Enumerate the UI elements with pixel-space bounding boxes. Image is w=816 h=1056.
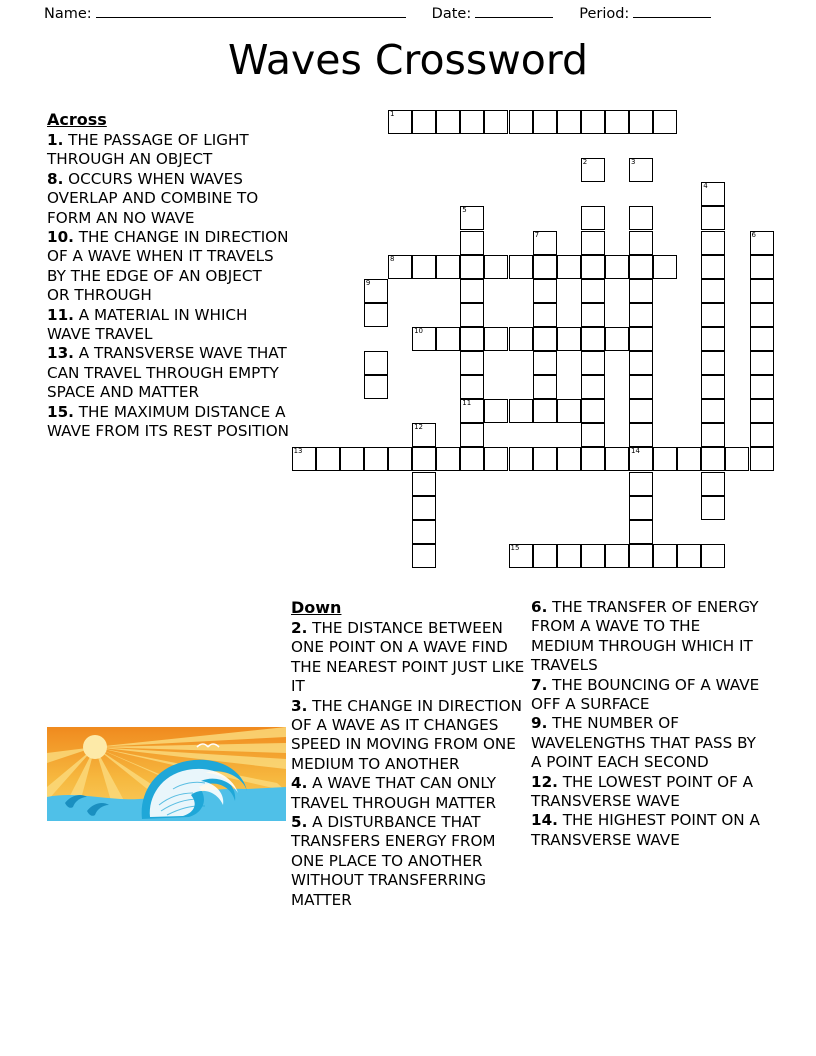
crossword-cell[interactable] bbox=[701, 423, 725, 447]
clue-number: 2. bbox=[291, 619, 308, 637]
crossword-cell[interactable] bbox=[750, 327, 774, 351]
crossword-cell[interactable] bbox=[436, 255, 460, 279]
clue-item bbox=[47, 306, 289, 345]
crossword-cell[interactable] bbox=[412, 496, 436, 520]
crossword-cell[interactable] bbox=[316, 447, 340, 471]
crossword-cell[interactable] bbox=[750, 375, 774, 399]
clue-number: 10. bbox=[47, 228, 74, 247]
down-clue-list-1 bbox=[291, 619, 526, 910]
crossword-cell[interactable] bbox=[701, 206, 725, 230]
crossword-cell[interactable] bbox=[605, 544, 629, 568]
crossword-cell[interactable] bbox=[701, 255, 725, 279]
across-clue-list bbox=[47, 131, 289, 442]
crossword-cell[interactable] bbox=[509, 327, 533, 351]
clue-text: THE DISTANCE BETWEEN ONE POINT ON A WAVE FIND THE NEAREST POINT JUST LIKE IT bbox=[291, 619, 525, 696]
crossword-cell[interactable] bbox=[388, 255, 412, 279]
crossword-cell[interactable] bbox=[460, 447, 484, 471]
clue-number: 4. bbox=[291, 774, 308, 793]
crossword-cell[interactable] bbox=[412, 472, 436, 496]
crossword-cell[interactable] bbox=[533, 255, 557, 279]
clue-item bbox=[47, 344, 289, 402]
crossword-cell[interactable] bbox=[701, 351, 725, 375]
crossword-cell[interactable] bbox=[750, 351, 774, 375]
ocean-wave-illustration bbox=[47, 727, 286, 821]
crossword-cell[interactable] bbox=[629, 327, 653, 351]
crossword-cell[interactable] bbox=[533, 375, 557, 399]
crossword-cell[interactable] bbox=[701, 472, 725, 496]
crossword-cell[interactable] bbox=[340, 447, 364, 471]
crossword-cell[interactable] bbox=[701, 544, 725, 568]
across-heading: Across bbox=[47, 110, 107, 129]
clue-item bbox=[47, 170, 289, 228]
crossword-cell[interactable] bbox=[533, 399, 557, 423]
clue-text: A MATERIAL IN WHICH WAVE TRAVEL bbox=[47, 305, 248, 344]
crossword-cell[interactable] bbox=[605, 327, 629, 351]
crossword-cell[interactable] bbox=[557, 327, 581, 351]
cell-number: 3 bbox=[631, 158, 636, 167]
student-info-header bbox=[44, 4, 772, 22]
crossword-cell[interactable] bbox=[605, 447, 629, 471]
crossword-cell[interactable] bbox=[653, 110, 677, 134]
crossword-cell[interactable] bbox=[581, 279, 605, 303]
crossword-cell[interactable] bbox=[701, 447, 725, 471]
crossword-cell[interactable] bbox=[629, 472, 653, 496]
crossword-cell[interactable] bbox=[533, 544, 557, 568]
crossword-cell[interactable] bbox=[412, 423, 436, 447]
crossword-cell[interactable] bbox=[484, 399, 508, 423]
cell-number: 5 bbox=[462, 206, 467, 215]
crossword-cell[interactable] bbox=[581, 399, 605, 423]
cell-number: 7 bbox=[534, 230, 540, 239]
crossword-cell[interactable] bbox=[412, 255, 436, 279]
clue-text: THE HIGHEST POINT ON A TRANSVERSE WAVE bbox=[531, 811, 760, 849]
cell-number: 11 bbox=[462, 399, 472, 408]
cell-number: 10 bbox=[414, 326, 424, 335]
cell-number: 4 bbox=[703, 182, 708, 191]
clue-text: THE PASSAGE OF LIGHT THROUGH AN OBJECT bbox=[47, 131, 249, 169]
crossword-cell[interactable] bbox=[750, 255, 774, 279]
clue-item bbox=[47, 228, 289, 306]
crossword-cell[interactable] bbox=[509, 255, 533, 279]
crossword-cell[interactable] bbox=[364, 279, 388, 303]
crossword-cell[interactable] bbox=[484, 255, 508, 279]
cell-number: 8 bbox=[390, 254, 395, 263]
crossword-cell[interactable] bbox=[701, 182, 725, 206]
crossword-cell[interactable] bbox=[412, 447, 436, 471]
clue-item bbox=[531, 676, 763, 715]
crossword-cell[interactable] bbox=[605, 255, 629, 279]
crossword-cell[interactable] bbox=[701, 231, 725, 255]
crossword-cell[interactable] bbox=[557, 255, 581, 279]
crossword-cell[interactable] bbox=[484, 447, 508, 471]
down-clues-column-1 bbox=[291, 598, 526, 910]
crossword-cell[interactable] bbox=[629, 351, 653, 375]
crossword-cell[interactable] bbox=[581, 158, 605, 182]
crossword-cell[interactable] bbox=[364, 447, 388, 471]
crossword-cell[interactable] bbox=[557, 447, 581, 471]
crossword-cell[interactable] bbox=[509, 110, 533, 134]
cell-number: 14 bbox=[631, 447, 640, 456]
crossword-cell[interactable] bbox=[750, 399, 774, 423]
crossword-cell[interactable] bbox=[750, 303, 774, 327]
crossword-cell[interactable] bbox=[581, 423, 605, 447]
crossword-cell[interactable] bbox=[533, 327, 557, 351]
crossword-cell[interactable] bbox=[436, 447, 460, 471]
crossword-cell[interactable] bbox=[533, 303, 557, 327]
clue-item bbox=[291, 619, 526, 697]
crossword-cell[interactable] bbox=[629, 423, 653, 447]
clue-number: 7. bbox=[531, 675, 548, 694]
clue-number: 13. bbox=[47, 344, 74, 363]
clue-text: A TRANSVERSE WAVE THAT CAN TRAVEL THROUGH EMPTY SPACE AND MATTER bbox=[47, 344, 287, 402]
crossword-cell[interactable] bbox=[412, 110, 436, 134]
crossword-cell[interactable] bbox=[364, 351, 388, 375]
crossword-cell[interactable] bbox=[629, 399, 653, 423]
crossword-cell[interactable] bbox=[629, 231, 653, 255]
clue-number: 3. bbox=[291, 696, 308, 715]
crossword-cell[interactable] bbox=[750, 423, 774, 447]
crossword-cell[interactable] bbox=[412, 327, 436, 351]
period-blank[interactable] bbox=[633, 4, 711, 18]
clue-text: OCCURS WHEN WAVES OVERLAP AND COMBINE TO FORM AN NO WAVE bbox=[47, 169, 259, 227]
clue-text: THE CHANGE IN DIRECTION OF A WAVE WHEN IT TRAVELS BY THE EDGE OF AN OBJECT OR THROUGH bbox=[47, 228, 289, 305]
crossword-cell[interactable] bbox=[581, 231, 605, 255]
crossword-cell[interactable] bbox=[557, 544, 581, 568]
clue-number: 8. bbox=[47, 169, 64, 188]
cell-number: 13 bbox=[293, 447, 303, 456]
crossword-cell[interactable] bbox=[460, 375, 484, 399]
clue-text: THE NUMBER OF WAVELENGTHS THAT PASS BY A POINT EACH SECOND bbox=[531, 714, 756, 772]
clue-item bbox=[531, 773, 763, 812]
crossword-cell[interactable] bbox=[364, 303, 388, 327]
crossword-cell[interactable] bbox=[677, 544, 701, 568]
crossword-cell[interactable] bbox=[292, 447, 316, 471]
crossword-cell[interactable] bbox=[533, 279, 557, 303]
crossword-cell[interactable] bbox=[629, 520, 653, 544]
crossword-cell[interactable] bbox=[677, 447, 701, 471]
crossword-cell[interactable] bbox=[509, 447, 533, 471]
crossword-cell[interactable] bbox=[460, 231, 484, 255]
crossword-cell[interactable] bbox=[557, 110, 581, 134]
clue-text: A WAVE THAT CAN ONLY TRAVEL THROUGH MATTER bbox=[291, 774, 497, 812]
date-blank[interactable] bbox=[475, 4, 553, 18]
crossword-cell[interactable] bbox=[750, 231, 774, 255]
page-title: Waves Crossword bbox=[227, 36, 589, 84]
crossword-cell[interactable] bbox=[701, 375, 725, 399]
clue-text: THE MAXIMUM DISTANCE A WAVE FROM ITS REST POSITION bbox=[47, 402, 290, 441]
crossword-cell[interactable] bbox=[629, 544, 653, 568]
period-label: Period: bbox=[579, 6, 630, 22]
clue-item bbox=[291, 697, 526, 775]
crossword-cell[interactable] bbox=[533, 231, 557, 255]
crossword-cell[interactable] bbox=[701, 279, 725, 303]
crossword-cell[interactable] bbox=[701, 496, 725, 520]
crossword-cell[interactable] bbox=[364, 375, 388, 399]
crossword-cell[interactable] bbox=[388, 110, 412, 134]
cell-number: 9 bbox=[365, 278, 371, 287]
crossword-cell[interactable] bbox=[629, 375, 653, 399]
crossword-cell[interactable] bbox=[509, 399, 533, 423]
crossword-cell[interactable] bbox=[629, 496, 653, 520]
clue-item bbox=[531, 598, 763, 676]
crossword-cell[interactable] bbox=[629, 303, 653, 327]
crossword-cell[interactable] bbox=[557, 399, 581, 423]
date-label: Date: bbox=[431, 6, 472, 22]
clue-number: 12. bbox=[531, 772, 558, 791]
crossword-cell[interactable] bbox=[581, 110, 605, 134]
clue-item bbox=[531, 811, 763, 850]
crossword-cell[interactable] bbox=[581, 375, 605, 399]
clue-text: THE TRANSFER OF ENERGY FROM A WAVE TO THE MEDIUM THROUGH WHICH IT TRAVELS bbox=[531, 598, 759, 675]
crossword-cell[interactable] bbox=[412, 544, 436, 568]
crossword-cell[interactable] bbox=[484, 327, 508, 351]
cell-number: 6 bbox=[751, 230, 756, 239]
clue-number: 1. bbox=[47, 131, 64, 149]
cell-number: 2 bbox=[582, 158, 588, 167]
crossword-cell[interactable] bbox=[750, 279, 774, 303]
cell-number: 1 bbox=[390, 110, 395, 118]
crossword-cell[interactable] bbox=[581, 544, 605, 568]
crossword-cell[interactable] bbox=[629, 279, 653, 303]
crossword-cell[interactable] bbox=[653, 255, 677, 279]
crossword-cell[interactable] bbox=[581, 447, 605, 471]
crossword-cell[interactable] bbox=[653, 544, 677, 568]
crossword-cell[interactable] bbox=[605, 110, 629, 134]
crossword-cell[interactable] bbox=[460, 303, 484, 327]
clue-item bbox=[47, 131, 289, 170]
crossword-cell[interactable] bbox=[484, 110, 508, 134]
crossword-cell[interactable] bbox=[460, 351, 484, 375]
clue-text: A DISTURBANCE THAT TRANSFERS ENERGY FROM ONE PLACE TO ANOTHER WITHOUT TRANSFERRING MATTER bbox=[291, 813, 496, 909]
clue-number: 6. bbox=[531, 598, 548, 616]
crossword-cell[interactable] bbox=[388, 447, 412, 471]
crossword-cell[interactable] bbox=[629, 255, 653, 279]
down-heading: Down bbox=[291, 598, 342, 617]
crossword-cell[interactable] bbox=[460, 399, 484, 423]
clue-number: 5. bbox=[291, 813, 308, 832]
cell-number: 12 bbox=[414, 423, 424, 432]
crossword-cell[interactable] bbox=[701, 399, 725, 423]
crossword-cell[interactable] bbox=[629, 110, 653, 134]
crossword-cell[interactable] bbox=[436, 110, 460, 134]
crossword-cell[interactable] bbox=[701, 303, 725, 327]
crossword-cell[interactable] bbox=[460, 279, 484, 303]
crossword-cell[interactable] bbox=[581, 351, 605, 375]
crossword-cell[interactable] bbox=[460, 206, 484, 230]
clue-text: THE BOUNCING OF A WAVE OFF A SURFACE bbox=[531, 675, 760, 714]
clue-text: THE LOWEST POINT OF A TRANSVERSE WAVE bbox=[531, 772, 754, 811]
crossword-cell[interactable] bbox=[750, 447, 774, 471]
crossword-cell[interactable] bbox=[653, 447, 677, 471]
crossword-cell[interactable] bbox=[725, 447, 749, 471]
crossword-cell[interactable] bbox=[701, 327, 725, 351]
crossword-cell[interactable] bbox=[533, 351, 557, 375]
crossword-cell[interactable] bbox=[581, 255, 605, 279]
name-label: Name: bbox=[44, 6, 92, 22]
across-clues bbox=[47, 110, 289, 442]
crossword-cell[interactable] bbox=[581, 206, 605, 230]
crossword-cell[interactable] bbox=[629, 158, 653, 182]
crossword-cell[interactable] bbox=[460, 327, 484, 351]
clue-item bbox=[291, 813, 526, 910]
clue-number: 15. bbox=[47, 402, 74, 421]
clue-number: 14. bbox=[531, 811, 558, 830]
crossword-cell[interactable] bbox=[581, 327, 605, 351]
crossword-cell[interactable] bbox=[460, 110, 484, 134]
crossword-cell[interactable] bbox=[460, 423, 484, 447]
clue-item bbox=[531, 714, 763, 772]
name-blank[interactable] bbox=[96, 4, 406, 18]
down-clues-column-2 bbox=[531, 598, 763, 850]
crossword-cell[interactable] bbox=[509, 544, 533, 568]
crossword-cell[interactable] bbox=[436, 327, 460, 351]
clue-number: 11. bbox=[47, 305, 74, 324]
clue-number: 9. bbox=[531, 714, 548, 733]
crossword-cell[interactable] bbox=[581, 303, 605, 327]
clue-item bbox=[291, 774, 526, 813]
crossword-cell[interactable] bbox=[533, 110, 557, 134]
cell-number: 15 bbox=[510, 543, 520, 552]
crossword-cell[interactable] bbox=[460, 255, 484, 279]
crossword-cell[interactable] bbox=[412, 520, 436, 544]
crossword-cell[interactable] bbox=[629, 447, 653, 471]
clue-text: THE CHANGE IN DIRECTION OF A WAVE AS IT CHANGES SPEED IN MOVING FROM ONE MEDIUM TO ANOTHER bbox=[291, 696, 522, 773]
crossword-cell[interactable] bbox=[533, 447, 557, 471]
clue-item bbox=[47, 403, 289, 442]
down-clue-list-2 bbox=[531, 598, 763, 850]
crossword-cell[interactable] bbox=[629, 206, 653, 230]
